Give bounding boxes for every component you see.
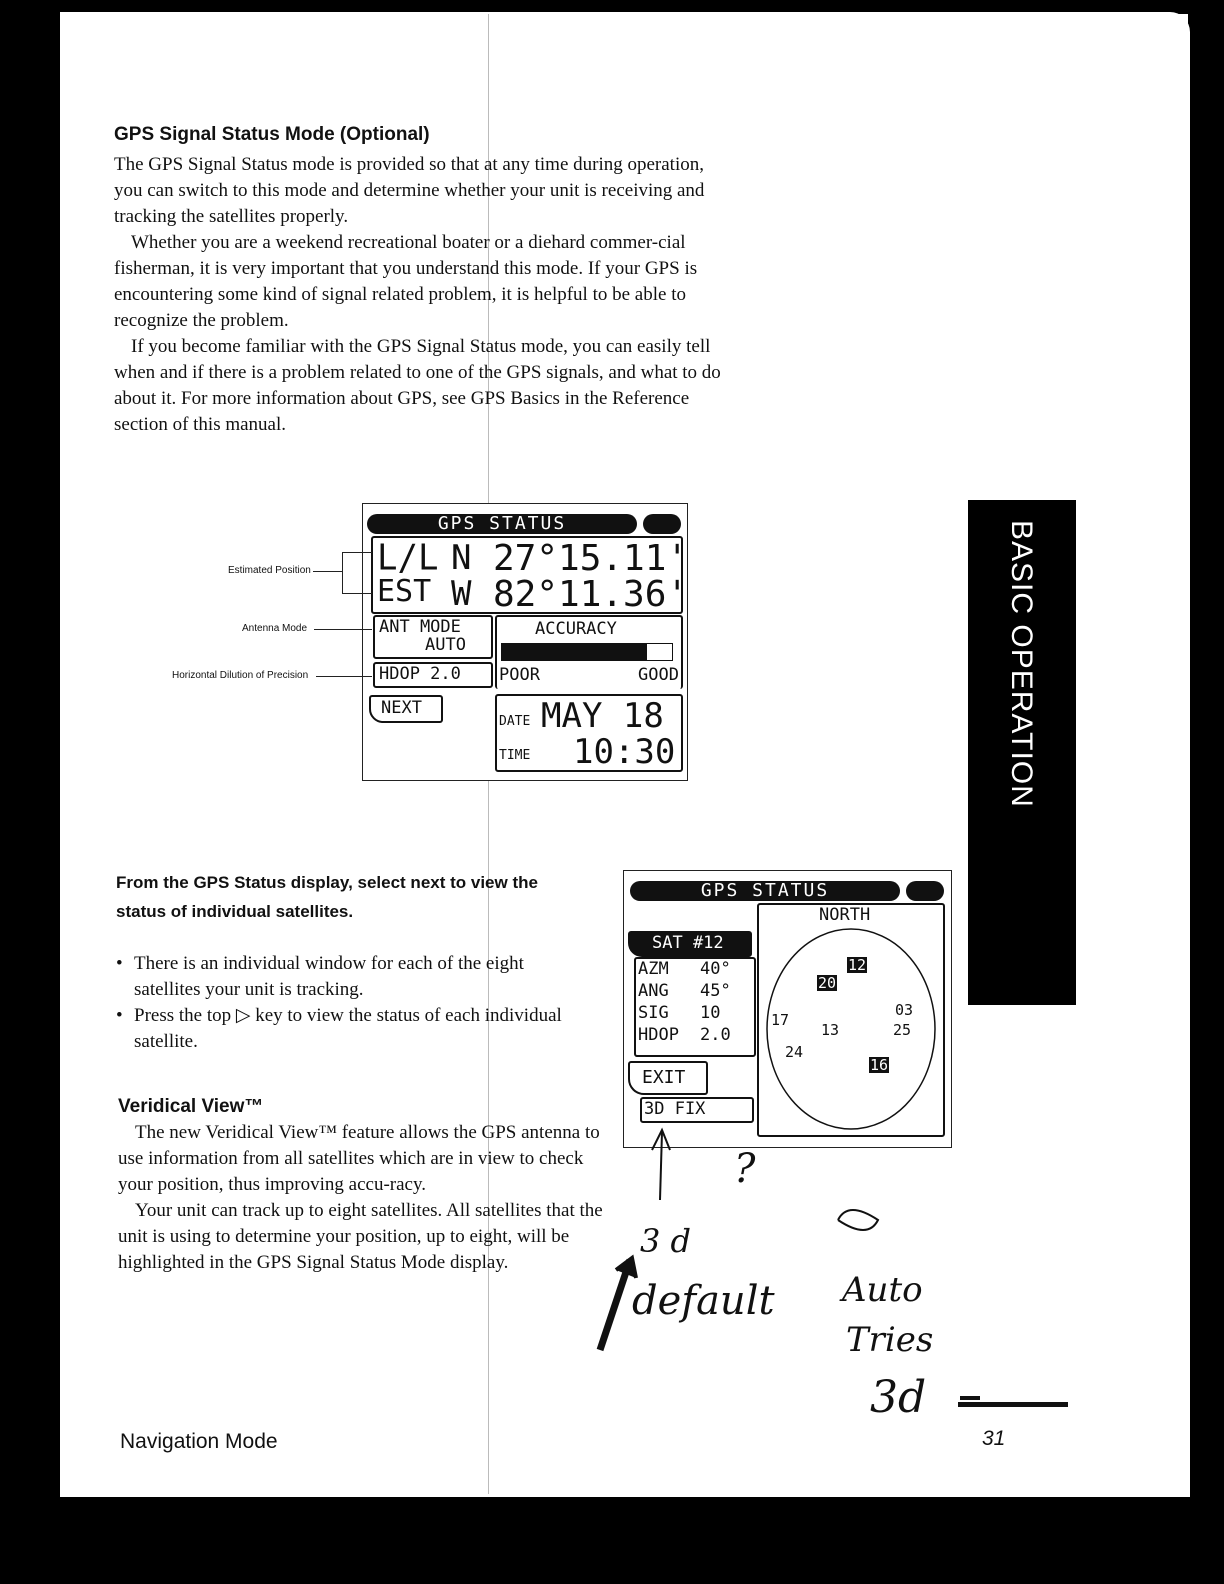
sat-number: SAT #12 — [652, 933, 724, 953]
accuracy-meter — [501, 643, 673, 661]
lon-direction: W — [451, 574, 472, 614]
handwritten-note: Auto — [842, 1270, 923, 1310]
longitude: 82°11.36' — [493, 574, 689, 615]
callout-antenna-mode: Antenna Mode — [242, 623, 308, 634]
page-number: 31 — [982, 1427, 1006, 1450]
sat-detail-key: AZM — [638, 959, 669, 979]
gps-status-screen — [362, 503, 688, 781]
satellite-layer — [759, 905, 943, 1135]
satellite-marker: 20 — [818, 974, 837, 992]
bullet-list — [116, 951, 586, 1055]
bullet-item: • Press the top ▷ key to view the status of each individual satellite. — [116, 1003, 586, 1055]
next-softkey[interactable] — [369, 695, 443, 723]
north-label: NORTH — [819, 905, 871, 925]
callout-leader — [342, 593, 372, 594]
next-label: NEXT — [381, 698, 422, 718]
paragraph: Your unit can track up to eight satellites. All satellites that the unit is using to determine your position, up to eight, will be highlighted in the GPS Signal Status Mode display. — [118, 1200, 603, 1273]
section-heading: Veridical View™ — [118, 1096, 264, 1117]
accuracy-meter-fill — [502, 644, 647, 660]
scan-edge-right — [1188, 0, 1224, 1584]
exit-label: EXIT — [642, 1067, 686, 1088]
position-box — [371, 536, 689, 615]
title-pill — [906, 881, 944, 901]
handwritten-question: ? — [734, 1146, 756, 1192]
ll-label: L/L — [377, 537, 439, 579]
section-heading: GPS Signal Status Mode (Optional) — [114, 124, 430, 145]
bullet-item: • There is an individual window for each of the eight satellites your unit is tracking. — [116, 951, 586, 1003]
callout-leader — [342, 552, 372, 553]
handwritten-note: 3d — [870, 1372, 927, 1423]
sat-detail-value: 10 — [700, 1003, 721, 1023]
sat-number-header — [628, 931, 752, 957]
sat-detail-value: 45° — [700, 981, 731, 1001]
ant-mode-label: ANT MODE — [379, 617, 461, 637]
title-pill — [643, 514, 681, 534]
accuracy-box — [495, 615, 683, 689]
callout-bracket — [342, 552, 343, 594]
ant-mode-value: AUTO — [425, 635, 466, 655]
section-tab — [968, 500, 1076, 1005]
sat-details — [634, 957, 756, 1057]
accuracy-good: GOOD — [638, 665, 679, 685]
satellite-marker: 25 — [893, 1021, 912, 1039]
satellite-marker: 16 — [870, 1056, 889, 1074]
callout-leader — [313, 571, 343, 572]
date-label: DATE — [499, 714, 531, 729]
time-label: TIME — [499, 748, 531, 763]
time-value: 10:30 — [573, 732, 676, 772]
satellite-marker: 03 — [895, 1001, 914, 1019]
satellite-marker: 24 — [785, 1043, 804, 1061]
accuracy-poor: POOR — [499, 665, 540, 685]
hdop-box — [373, 662, 493, 688]
screen-title: GPS STATUS — [630, 881, 900, 901]
sat-detail-value: 40° — [700, 959, 731, 979]
handwritten-note: 3 d — [640, 1222, 692, 1260]
screen-title: GPS STATUS — [367, 514, 637, 534]
intro-text — [114, 152, 726, 438]
paragraph: The new Veridical View™ feature allows the GPS antenna to use information from all satellites which are in view to check your position, thus improving accu-racy. — [118, 1122, 600, 1195]
date-value: MAY 18 — [541, 696, 664, 736]
section-tab-label: BASIC OPERATION — [1005, 520, 1038, 808]
satellite-marker: 12 — [848, 956, 867, 974]
paragraph: The GPS Signal Status mode is provided so that at any time during operation, you can switch to this mode and determine whether your unit is receiving and tracking the satellites properly. — [114, 154, 705, 227]
callout-estimated-position: Estimated Position — [228, 565, 311, 576]
hdop-value: HDOP 2.0 — [379, 664, 461, 684]
instruction-text: From the GPS Status display, select next to view the status of individual satellites. — [116, 873, 538, 921]
footer-section: Navigation Mode — [120, 1430, 278, 1453]
antenna-mode-box — [373, 615, 493, 659]
exit-softkey[interactable] — [628, 1061, 708, 1095]
callout-hdop: Horizontal Dilution of Precision — [172, 670, 309, 681]
sat-detail-key: HDOP — [638, 1025, 679, 1045]
accuracy-label: ACCURACY — [535, 619, 617, 639]
fix-label: 3D FIX — [644, 1099, 706, 1119]
handwritten-note: Tries — [846, 1320, 934, 1360]
sat-detail-value: 2.0 — [700, 1025, 731, 1045]
satellite-marker: 17 — [771, 1011, 790, 1029]
sat-detail-key: ANG — [638, 981, 669, 1001]
sat-detail-key: SIG — [638, 1003, 669, 1023]
scan-edge-bottom — [0, 1497, 1224, 1584]
handwritten-note: default — [632, 1278, 775, 1324]
latitude: 27°15.11' — [493, 538, 689, 579]
sky-view-box — [757, 903, 945, 1137]
paragraph: If you become familiar with the GPS Signal Status mode, you can easily tell when and if there is a problem related to one of the GPS signals, and what to do about it. For more information about GPS, see GPS Basics in the Reference section of this manual. — [114, 336, 721, 435]
veridical-text — [118, 1120, 608, 1276]
callout-leader — [314, 629, 372, 630]
paragraph: Whether you are a weekend recreational boater or a diehard commer-cial fisherman, it is very important that you understand this mode. If your GPS is encountering some kind of signal related problem, it is helpful to be able to recognize the problem. — [114, 232, 698, 331]
date-time-box — [495, 694, 683, 772]
satellite-marker: 13 — [821, 1021, 840, 1039]
satellite-status-screen — [623, 870, 952, 1148]
est-label: EST — [377, 574, 432, 609]
page-rule — [958, 1402, 1068, 1407]
callout-leader — [316, 676, 372, 677]
lat-direction: N — [451, 538, 472, 578]
